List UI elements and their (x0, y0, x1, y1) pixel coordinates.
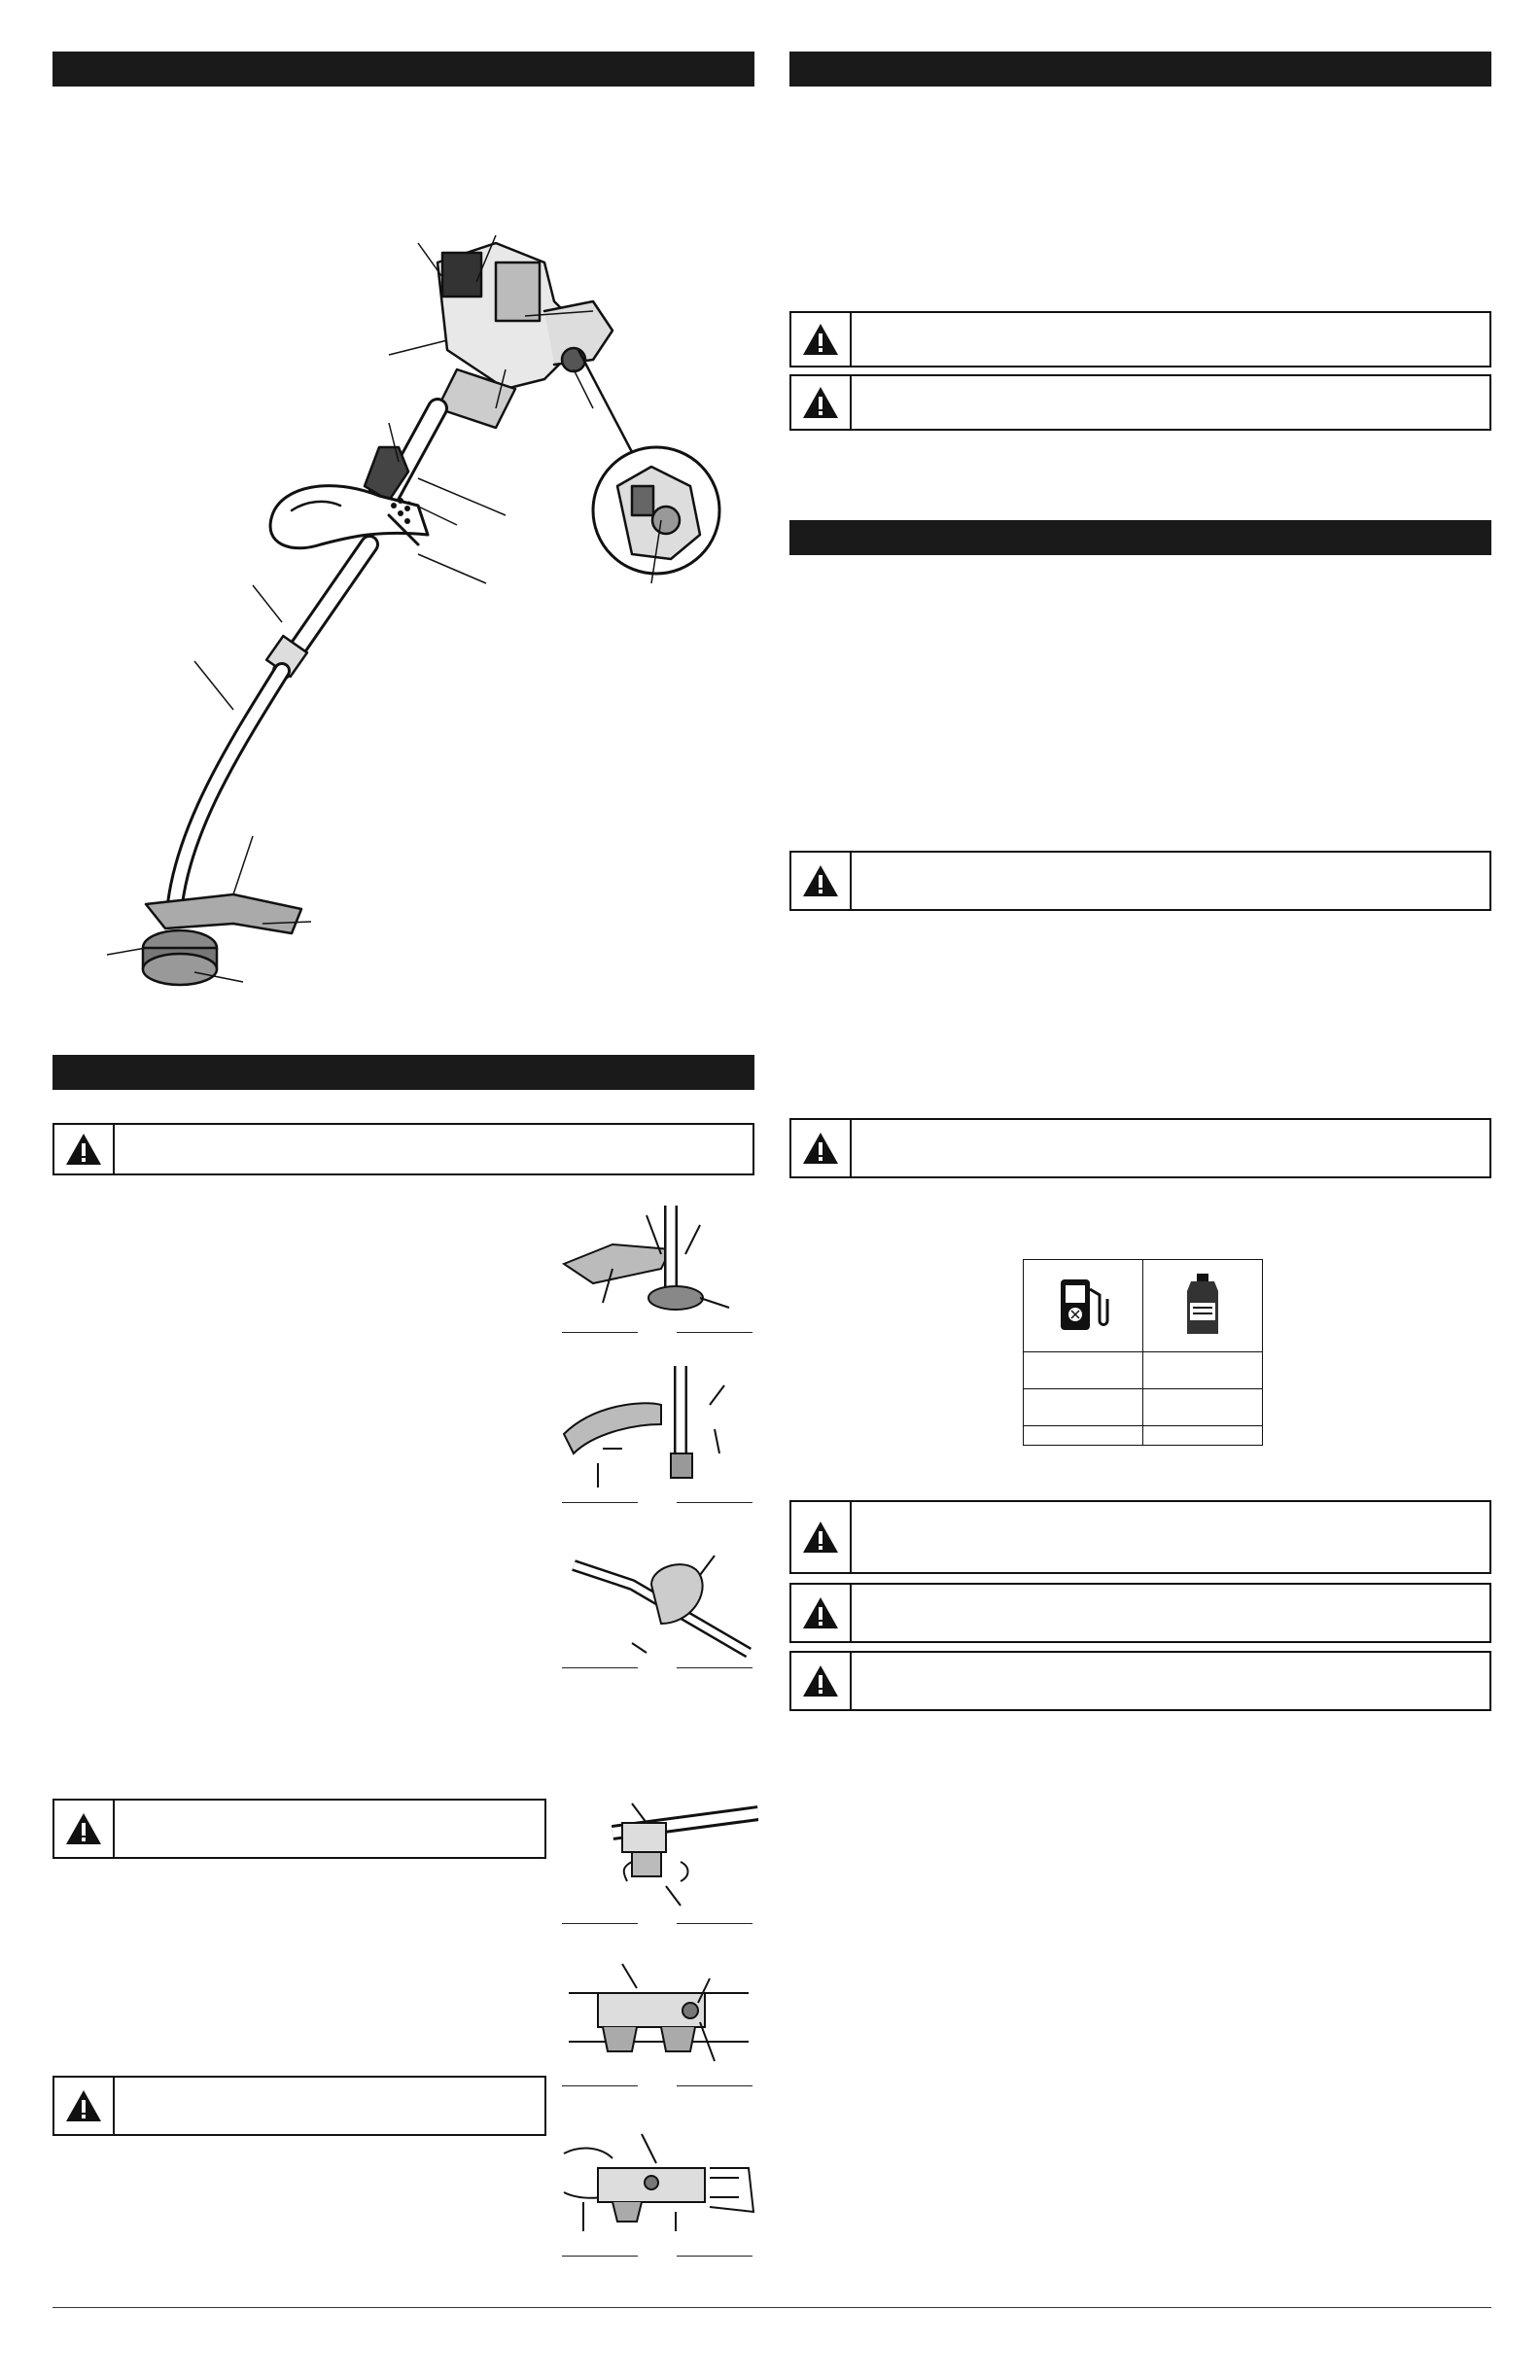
assembly-step-figure (554, 1954, 758, 2081)
warning-triangle-icon (791, 313, 852, 366)
assembly-step-figure (554, 2124, 758, 2251)
assembly-step-figure (554, 1794, 758, 1920)
figure-caption-line (562, 1923, 638, 1924)
figure-caption-line (562, 1667, 638, 1668)
oil-bottle-icon (1143, 1260, 1263, 1352)
warning-box (789, 851, 1491, 911)
warning-triangle-icon (54, 1125, 115, 1173)
fuel-chart-cell (1143, 1426, 1263, 1446)
assembly-step-figure (554, 1356, 758, 1492)
warning-triangle-icon (791, 1585, 852, 1641)
warning-triangle-icon (791, 1120, 852, 1176)
section-header-bar (52, 52, 754, 87)
assembly-step-figure (554, 1536, 758, 1672)
fuel-chart-cell (1143, 1352, 1263, 1389)
warning-box (789, 311, 1491, 368)
fuel-mix-chart (1023, 1259, 1263, 1446)
trimmer-parts-diagram (88, 224, 729, 1021)
warning-box (52, 1123, 754, 1175)
figure-caption-line (562, 2085, 638, 2086)
section-header-bar (52, 1055, 754, 1090)
fuel-pump-icon (1024, 1260, 1143, 1352)
warning-box (52, 1799, 546, 1859)
figure-caption-line (677, 1923, 752, 1924)
warning-box (789, 1583, 1491, 1643)
fuel-chart-cell (1143, 1389, 1263, 1426)
figure-caption-line (677, 2256, 752, 2257)
warning-triangle-icon (791, 1502, 852, 1572)
figure-caption-line (562, 2256, 638, 2257)
warning-triangle-icon (791, 1653, 852, 1709)
warning-triangle-icon (791, 853, 852, 909)
warning-triangle-icon (54, 2078, 115, 2134)
section-header-bar (789, 52, 1491, 87)
warning-box (789, 1118, 1491, 1178)
figure-caption-line (562, 1332, 638, 1333)
warning-triangle-icon (54, 1801, 115, 1857)
warning-box (789, 1651, 1491, 1711)
figure-caption-line (562, 1502, 638, 1503)
footer-divider (52, 2307, 1491, 2308)
section-header-bar (789, 520, 1491, 555)
warning-box (789, 374, 1491, 431)
fuel-chart-cell (1024, 1352, 1143, 1389)
figure-caption-line (677, 1502, 752, 1503)
warning-triangle-icon (791, 376, 852, 429)
figure-caption-line (677, 2085, 752, 2086)
figure-caption-line (677, 1332, 752, 1333)
assembly-step-figure (554, 1196, 758, 1332)
fuel-chart-cell (1024, 1389, 1143, 1426)
warning-box (789, 1500, 1491, 1574)
warning-box (52, 2076, 546, 2136)
fuel-chart-cell (1024, 1426, 1143, 1446)
figure-caption-line (677, 1667, 752, 1668)
